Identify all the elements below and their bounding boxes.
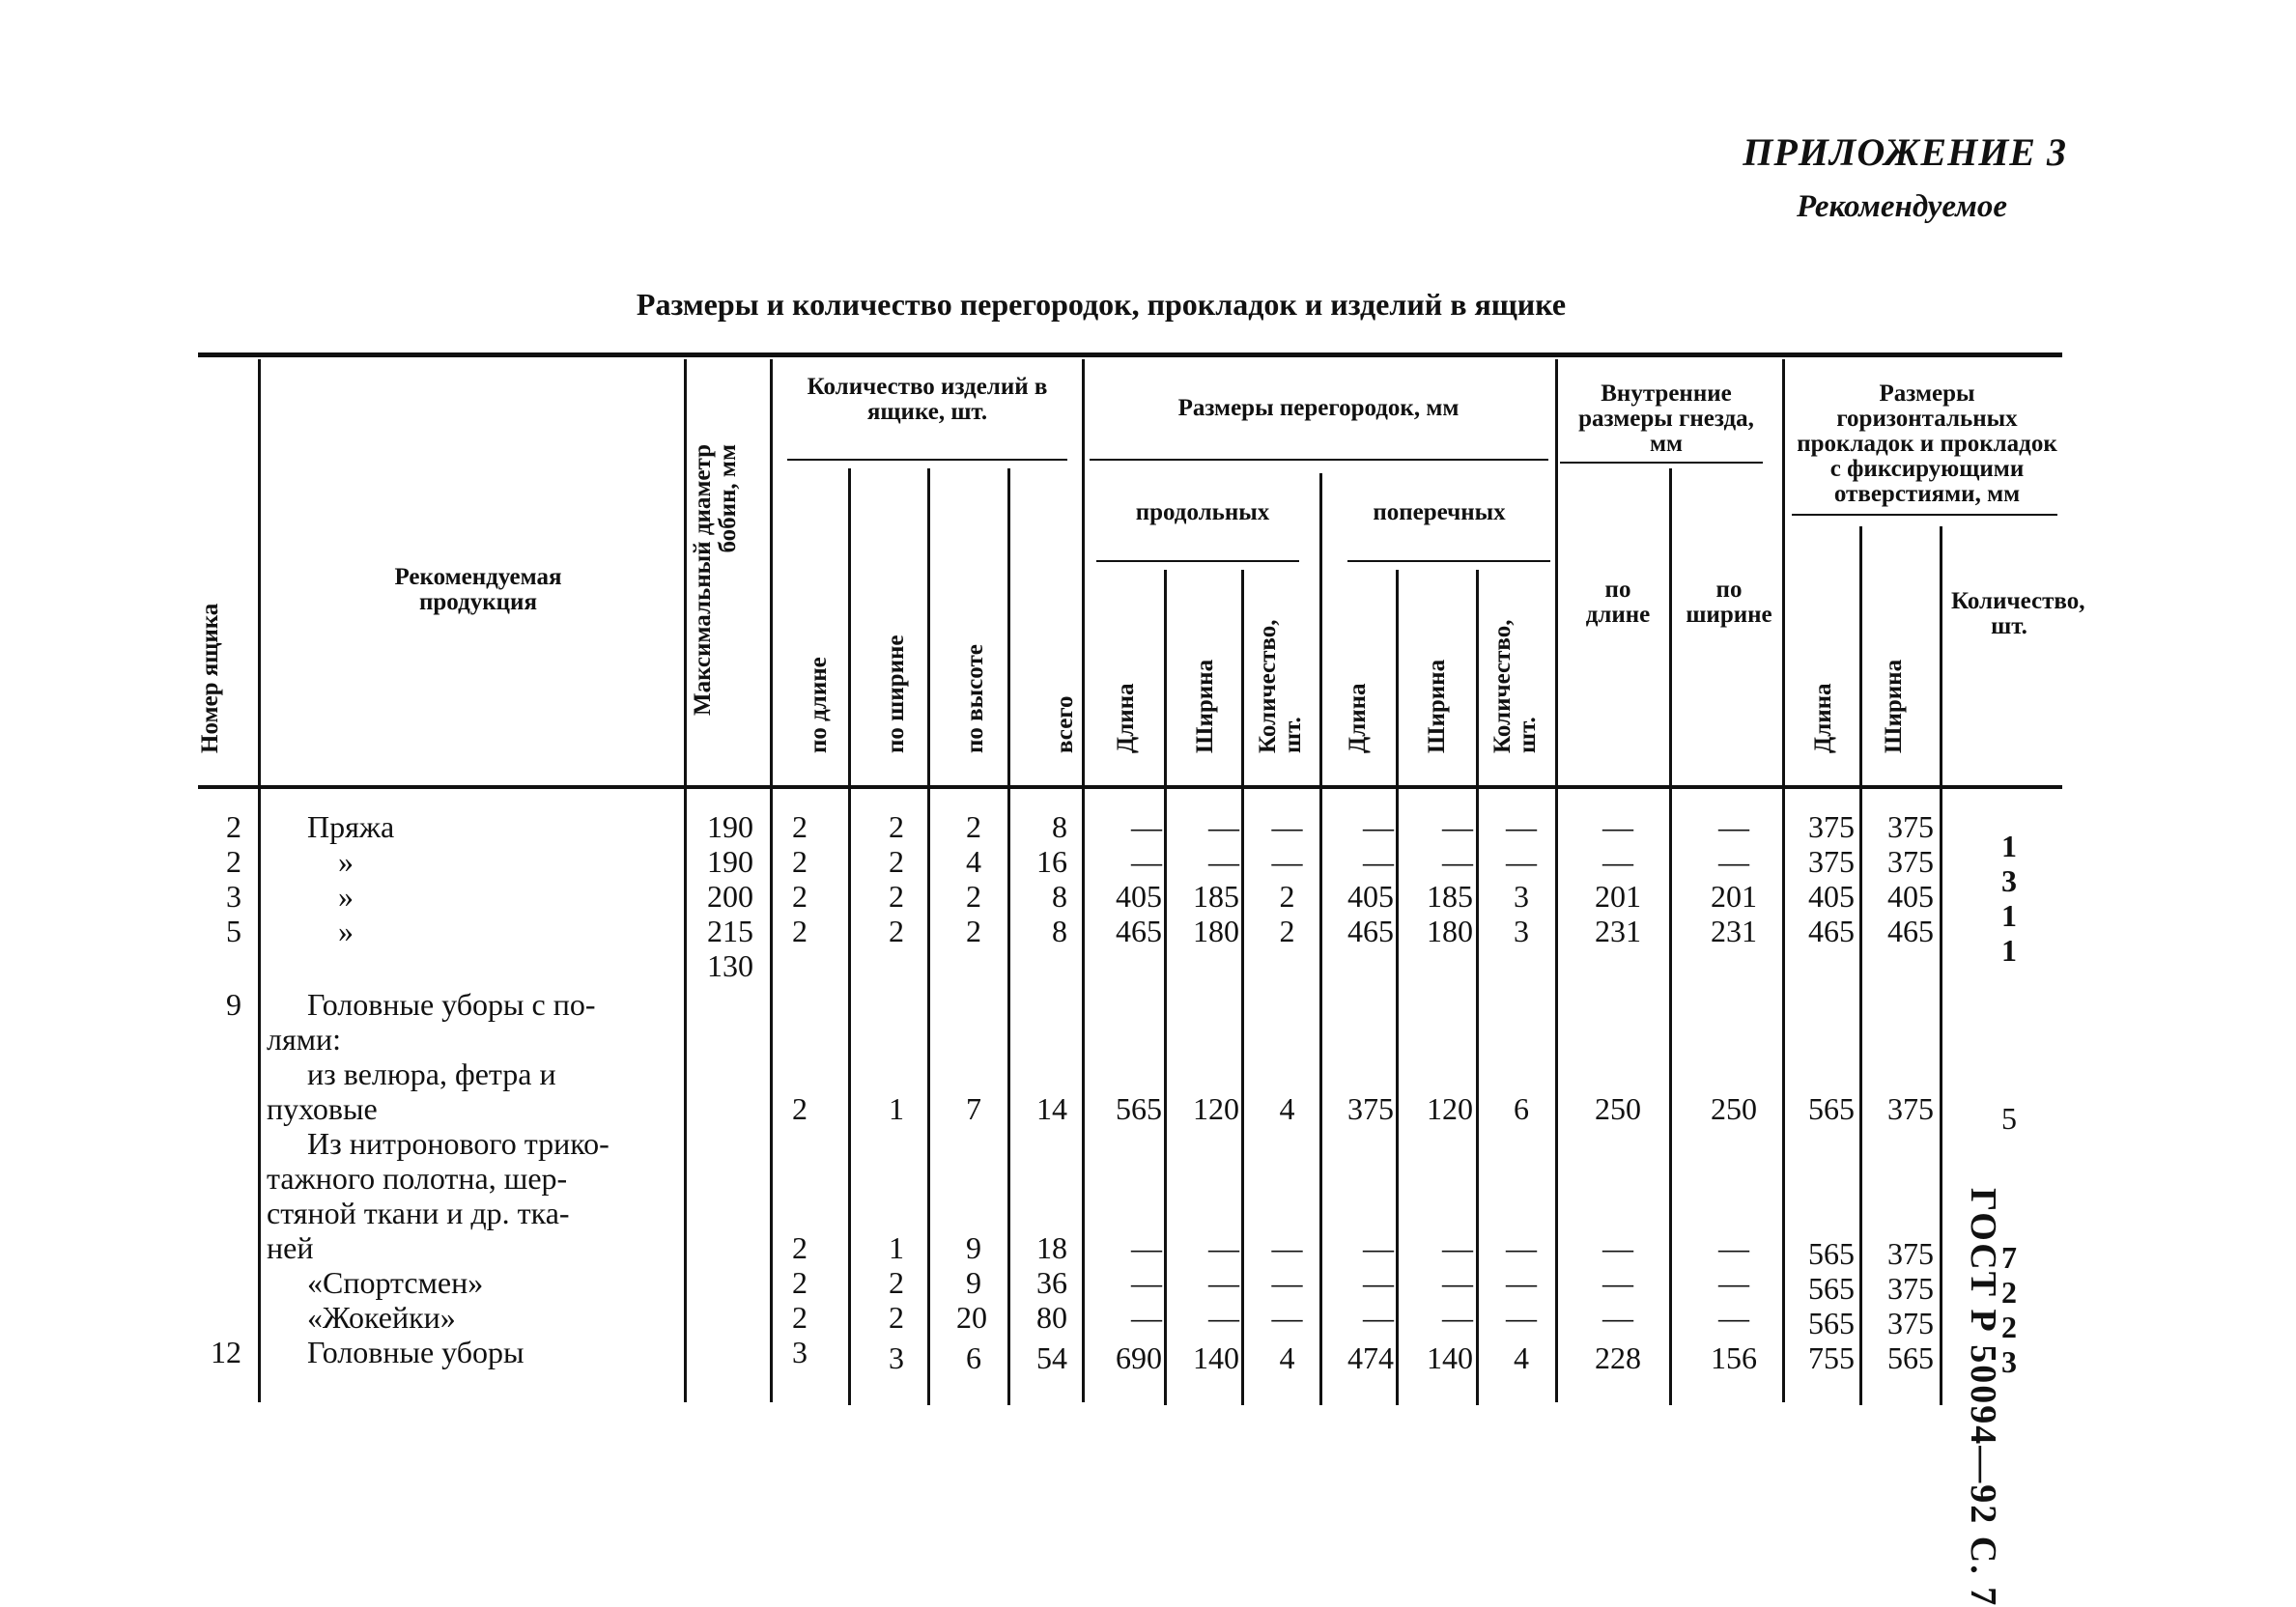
cell-horiz-wid: 465	[1887, 914, 1934, 948]
cell-inner-len: —	[1602, 1230, 1633, 1265]
cell-qty-len: 2	[792, 844, 808, 879]
col-divider	[1782, 359, 1785, 1402]
cell-long-cnt: 4	[1279, 1340, 1295, 1375]
cell-long-cnt: —	[1271, 1230, 1303, 1265]
cell-horiz-cnt: 1	[2001, 898, 2017, 933]
cell-cross-len: 465	[1347, 914, 1394, 948]
cell-qty-len: 2	[792, 1230, 808, 1265]
cell-horiz-len: 565	[1808, 1271, 1855, 1306]
cell-long-cnt: 2	[1279, 879, 1295, 914]
cell-diameter: 130	[707, 948, 753, 983]
cell-long-wid: —	[1208, 1265, 1239, 1300]
header-cross-width: Ширина	[1424, 659, 1450, 753]
cell-inner-wid: 156	[1711, 1340, 1757, 1375]
cell-cross-cnt: 4	[1514, 1340, 1529, 1375]
cell-cross-wid: —	[1442, 809, 1473, 844]
cell-cross-wid: —	[1442, 1265, 1473, 1300]
col-divider	[1082, 359, 1085, 1402]
col-divider	[1241, 570, 1244, 1405]
cell-long-wid: —	[1208, 1300, 1239, 1335]
header-long-width: Ширина	[1192, 659, 1218, 753]
cell-horiz-len: 375	[1808, 809, 1855, 844]
cell-product-line: ней	[267, 1230, 314, 1265]
cell-long-wid: 140	[1193, 1340, 1239, 1375]
cell-cross-len: —	[1363, 1265, 1394, 1300]
cell-qty-wid: 2	[889, 844, 904, 879]
cell-qty-wid: 2	[889, 1300, 904, 1335]
cell-cross-len: 474	[1347, 1340, 1394, 1375]
cell-cross-cnt: 3	[1514, 879, 1529, 914]
cell-qty-wid: 1	[889, 1091, 904, 1126]
cell-product-line: из велюра, фетра и	[307, 1057, 556, 1091]
cell-qty-hei: 9	[966, 1265, 981, 1300]
cell-qty-wid: 3	[889, 1340, 904, 1375]
cell-qty-total: 36	[1036, 1265, 1067, 1300]
col-divider	[258, 359, 261, 1402]
cell-product-line: тажного полотна, шер-	[267, 1161, 568, 1196]
header-subrule	[1347, 560, 1550, 562]
cell-qty-hei: 20	[956, 1300, 987, 1335]
cell-long-wid: 180	[1193, 914, 1239, 948]
side-page-label: ГОСТ Р 50094—92 С. 7	[1963, 1188, 2003, 1607]
header-long-count: Количество, шт.	[1255, 619, 1306, 753]
cell-cross-cnt: —	[1506, 1230, 1537, 1265]
cell-cross-len: —	[1363, 844, 1394, 879]
cell-inner-wid: —	[1718, 1265, 1749, 1300]
cell-cross-wid: —	[1442, 1230, 1473, 1265]
cell-inner-wid: —	[1718, 844, 1749, 879]
cell-qty-hei: 6	[966, 1340, 981, 1375]
cell-inner-len: 250	[1595, 1091, 1641, 1126]
cell-inner-len: —	[1602, 844, 1633, 879]
cell-horiz-cnt: 2	[2001, 1275, 2017, 1310]
header-subrule	[1090, 459, 1548, 461]
cell-qty-total: 18	[1036, 1230, 1067, 1265]
cell-qty-total: 8	[1052, 914, 1067, 948]
cell-inner-len: —	[1602, 809, 1633, 844]
header-inner-group: Внутренние размеры гнезда, мм	[1578, 381, 1754, 457]
cell-cross-len: —	[1363, 1230, 1394, 1265]
col-divider	[1555, 359, 1558, 1402]
header-qty-total: всего	[1052, 695, 1078, 753]
cell-long-wid: 185	[1193, 879, 1239, 914]
cell-long-cnt: —	[1271, 1265, 1303, 1300]
cell-cross-wid: 140	[1427, 1340, 1473, 1375]
cell-qty-hei: 9	[966, 1230, 981, 1265]
cell-inner-wid: —	[1718, 1230, 1749, 1265]
cell-horiz-cnt: 2	[2001, 1310, 2017, 1344]
header-inner-length: по длине	[1585, 577, 1651, 628]
col-divider	[1940, 526, 1942, 1405]
cell-long-len: —	[1131, 844, 1162, 879]
cell-long-len: 405	[1116, 879, 1162, 914]
cell-qty-len: 2	[792, 914, 808, 948]
cell-box-no: 9	[226, 987, 241, 1022]
cell-long-len: 690	[1116, 1340, 1162, 1375]
cell-inner-len: 201	[1595, 879, 1641, 914]
cell-qty-hei: 7	[966, 1091, 981, 1126]
cell-product-line: Из нитронового трико-	[307, 1126, 609, 1161]
cell-cross-wid: 185	[1427, 879, 1473, 914]
col-divider	[1859, 526, 1862, 1405]
cell-product-line: пуховые	[267, 1091, 378, 1126]
cell-horiz-len: 565	[1808, 1091, 1855, 1126]
header-cross-length: Длина	[1345, 683, 1371, 753]
cell-cross-cnt: —	[1506, 1300, 1537, 1335]
cell-qty-total: 14	[1036, 1091, 1067, 1126]
cell-qty-len: 3	[792, 1335, 808, 1369]
header-subrule	[1560, 462, 1763, 464]
cell-horiz-wid: 375	[1887, 1091, 1934, 1126]
header-horiz-width: Ширина	[1881, 659, 1907, 753]
header-qty-hei: по высоте	[962, 644, 988, 753]
cell-box-no: 2	[226, 809, 241, 844]
cell-cross-cnt: 3	[1514, 914, 1529, 948]
table-top-rule	[198, 352, 2062, 357]
cell-horiz-wid: 375	[1887, 1306, 1934, 1340]
cell-qty-wid: 2	[889, 879, 904, 914]
header-qty-wid: по ширине	[883, 634, 909, 753]
header-box-no: Номер ящика	[197, 603, 223, 753]
cell-horiz-cnt: 3	[2001, 1344, 2017, 1379]
cell-inner-len: —	[1602, 1265, 1633, 1300]
cell-horiz-len: 375	[1808, 844, 1855, 879]
cell-long-cnt: 4	[1279, 1091, 1295, 1126]
cell-cross-len: 375	[1347, 1091, 1394, 1126]
header-subrule	[1096, 560, 1299, 562]
cell-inner-len: 231	[1595, 914, 1641, 948]
table-title: Размеры и количество перегородок, прокладок и изделий в ящике	[636, 287, 1567, 322]
header-product: Рекомендуемая продукция	[394, 564, 562, 615]
header-cross-count: Количество, шт.	[1489, 619, 1541, 753]
cell-product: «Жокейки»	[307, 1300, 456, 1335]
cell-long-cnt: —	[1271, 809, 1303, 844]
header-partitions-group: Размеры перегородок, мм	[1177, 395, 1460, 421]
cell-cross-wid: —	[1442, 844, 1473, 879]
cell-inner-wid: 231	[1711, 914, 1757, 948]
cell-horiz-cnt: 1	[2001, 933, 2017, 968]
col-divider	[1319, 473, 1322, 1405]
cell-product: »	[338, 844, 354, 879]
cell-qty-len: 2	[792, 1091, 808, 1126]
cell-box-no: 12	[211, 1335, 241, 1369]
cell-qty-wid: 2	[889, 914, 904, 948]
col-divider	[927, 468, 930, 1405]
cell-diameter: 200	[707, 879, 753, 914]
cell-product-line: стяной ткани и др. тка-	[267, 1196, 570, 1230]
cell-diameter: 215	[707, 914, 753, 948]
cell-horiz-wid: 565	[1887, 1340, 1934, 1375]
cell-long-len: 465	[1116, 914, 1162, 948]
cell-long-len: 565	[1116, 1091, 1162, 1126]
cell-horiz-cnt: 1	[2001, 829, 2017, 863]
cell-qty-wid: 2	[889, 1265, 904, 1300]
header-transverse: поперечных	[1373, 499, 1506, 525]
cell-horiz-len: 565	[1808, 1236, 1855, 1271]
cell-long-wid: —	[1208, 844, 1239, 879]
cell-long-wid: —	[1208, 1230, 1239, 1265]
cell-cross-cnt: —	[1506, 1265, 1537, 1300]
cell-long-wid: 120	[1193, 1091, 1239, 1126]
appendix-title: ПРИЛОЖЕНИЕ 3	[1743, 130, 2067, 174]
cell-cross-wid: 120	[1427, 1091, 1473, 1126]
cell-cross-cnt: —	[1506, 809, 1537, 844]
cell-diameter: 190	[707, 844, 753, 879]
cell-horiz-wid: 405	[1887, 879, 1934, 914]
header-subrule	[1792, 514, 2057, 516]
cell-horiz-cnt: 5	[2001, 1101, 2017, 1136]
cell-inner-wid: —	[1718, 809, 1749, 844]
cell-box-no: 2	[226, 844, 241, 879]
cell-horiz-len: 405	[1808, 879, 1855, 914]
cell-product: Головные уборы	[307, 1335, 524, 1369]
cell-inner-len: —	[1602, 1300, 1633, 1335]
cell-product-line: Головные уборы с по-	[307, 987, 596, 1022]
cell-horiz-len: 465	[1808, 914, 1855, 948]
cell-horiz-cnt: 7	[2001, 1240, 2017, 1275]
appendix-block	[1642, 126, 2067, 234]
cell-horiz-wid: 375	[1887, 844, 1934, 879]
cell-product: Пряжа	[307, 809, 395, 844]
header-horiz-length: Длина	[1810, 683, 1836, 753]
header-horiz-count: Количество, шт.	[1951, 588, 2085, 639]
cell-qty-hei: 4	[966, 844, 981, 879]
cell-product: »	[338, 914, 354, 948]
header-horizontal-group: Размеры горизонтальных прокладок и прокладок с фиксирующими отверстиями, мм	[1797, 381, 2057, 507]
cell-horiz-cnt: 3	[2001, 863, 2017, 898]
header-subrule	[787, 459, 1067, 461]
cell-qty-total: 16	[1036, 844, 1067, 879]
cell-horiz-len: 565	[1808, 1306, 1855, 1340]
col-divider	[1669, 468, 1672, 1405]
header-qty-group: Количество изделий в ящике, шт.	[807, 374, 1048, 425]
cell-horiz-wid: 375	[1887, 1271, 1934, 1306]
header-inner-width: по ширине	[1686, 577, 1772, 628]
cell-horiz-len: 755	[1808, 1340, 1855, 1375]
cell-long-wid: —	[1208, 809, 1239, 844]
cell-cross-cnt: —	[1506, 844, 1537, 879]
cell-diameter: 190	[707, 809, 753, 844]
cell-inner-len: 228	[1595, 1340, 1641, 1375]
cell-qty-hei: 2	[966, 914, 981, 948]
cell-horiz-wid: 375	[1887, 809, 1934, 844]
cell-horiz-wid: 375	[1887, 1236, 1934, 1271]
cell-qty-total: 8	[1052, 809, 1067, 844]
cell-qty-hei: 2	[966, 879, 981, 914]
cell-qty-len: 2	[792, 1300, 808, 1335]
cell-qty-len: 2	[792, 1265, 808, 1300]
cell-long-len: —	[1131, 809, 1162, 844]
cell-long-cnt: —	[1271, 1300, 1303, 1335]
col-divider	[1476, 570, 1479, 1405]
col-divider	[1396, 570, 1399, 1405]
cell-long-cnt: —	[1271, 844, 1303, 879]
cell-qty-total: 80	[1036, 1300, 1067, 1335]
cell-long-len: —	[1131, 1230, 1162, 1265]
cell-box-no: 3	[226, 879, 241, 914]
header-qty-len: по длине	[806, 657, 832, 753]
cell-cross-wid: —	[1442, 1300, 1473, 1335]
cell-long-len: —	[1131, 1300, 1162, 1335]
cell-product: »	[338, 879, 354, 914]
cell-cross-len: 405	[1347, 879, 1394, 914]
cell-cross-cnt: 6	[1514, 1091, 1529, 1126]
cell-long-len: —	[1131, 1265, 1162, 1300]
cell-qty-len: 2	[792, 809, 808, 844]
cell-qty-total: 54	[1036, 1340, 1067, 1375]
cell-qty-wid: 2	[889, 809, 904, 844]
cell-qty-hei: 2	[966, 809, 981, 844]
header-long-length: Длина	[1113, 683, 1139, 753]
col-divider	[1164, 570, 1167, 1405]
cell-qty-len: 2	[792, 879, 808, 914]
col-divider	[684, 359, 687, 1402]
header-max-diameter: Максимальный диаметр бобин, мм	[690, 444, 741, 716]
cell-cross-len: —	[1363, 1300, 1394, 1335]
cell-product-line: лями:	[267, 1022, 341, 1057]
col-divider	[848, 468, 851, 1405]
cell-qty-total: 8	[1052, 879, 1067, 914]
cell-inner-wid: 250	[1711, 1091, 1757, 1126]
cell-long-cnt: 2	[1279, 914, 1295, 948]
cell-inner-wid: —	[1718, 1300, 1749, 1335]
col-divider	[770, 359, 773, 1402]
cell-qty-wid: 1	[889, 1230, 904, 1265]
appendix-subtitle: Рекомендуемое	[1796, 189, 2007, 224]
col-divider	[1007, 468, 1010, 1405]
cell-box-no: 5	[226, 914, 241, 948]
cell-product: «Спортсмен»	[307, 1265, 484, 1300]
header-longitudinal: продольных	[1135, 499, 1270, 525]
cell-cross-wid: 180	[1427, 914, 1473, 948]
cell-cross-len: —	[1363, 809, 1394, 844]
cell-inner-wid: 201	[1711, 879, 1757, 914]
